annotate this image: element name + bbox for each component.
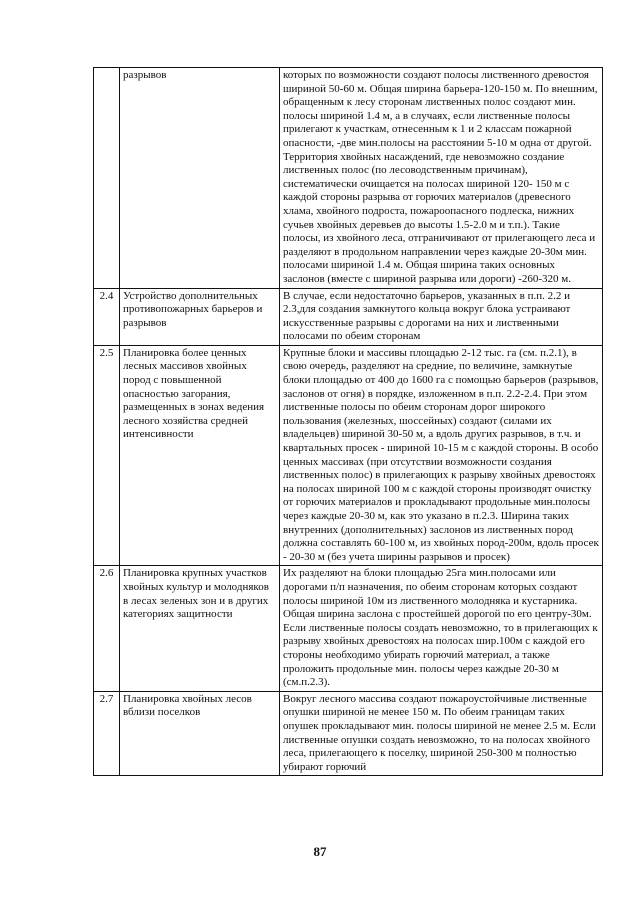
row-text: Крупные блоки и массивы площадью 2-12 тыс. га (см. п.2.1), в свою очередь, разделяют на средние, по величине, замкнутые блоки площадью от 400 до 1600 га с помощью барьеров (разрывов, заслонов от огня) в порядке, изложенном в п.п. 2.2-2.4. При этом лиственные полосы по обеим сторонам дорог широкого пользования (железных, шоссейных) создают (силами их владельцев) шириной 30-50 м, а вдоль других разрывов, в т.ч. и квартальных просек - шириной 10-15 м с каждой стороны. В особо ценных массивах (при отсутствии возможности создания лиственных полос) в прилегающих к разрыву хвойных древостоях на полосах шириной 100 м с каждой стороны производят очистку от горючих материалов и прокладывают продольные мин.полосы через каждые 20-30 м, как это указано в п.2.3. Ширина таких внутренних (дополнительных) заслонов из лиственных пород должна составлять 60-100 м, из хвойных пород-200м, вдоль просек - 20-30 м (без учета ширины разрывов и просек) <box>280 345 603 566</box>
row-title: Планировка более ценных лесных массивов хвойных пород с повышенной опасностью загорания, размещенных в зонах ведения лесного хозяйства средней интенсивности <box>120 345 280 566</box>
row-number <box>94 68 120 289</box>
table-row <box>94 345 603 566</box>
row-text: Их разделяют на блоки площадью 25га мин.полосами или дорогами п/п назначения, по обеим сторонам которых создают полосы шириной 10м из лиственного молодняка и кустарника. Общая ширина заслона с простейшей дорогой по его центру-30м. Если лиственные полосы создать невозможно, то в прилегающих к разрыву хвойных древостоях на полосах шир.100м с каждой его стороны необходимо убирать горючий материал, а также проложить продольные мин. полосы через каждые 20-30 м (см.п.2.3). <box>280 566 603 691</box>
row-text: которых по возможности создают полосы лиственного древостоя шириной 50-60 м. Общая ширина барьера-120-150 м. По внешним, обращенным к лесу сторонам лиственных полос создают мин. полосы шириной 1.4 м, а в случаях, если лиственные полосы прилегают к участкам, отнесенным к 1 и 2 классам пожарной опасности, -две мин.полосы на расстоянии 5-10 м одна от другой. Территория хвойных насаждений, где невозможно создание лиственных полос (по лесоводственным причинам), систематически очищается на полосах шириной 120- 150 м с каждой стороны разрыва от горючих материалов (древесного хлама, хвойного подроста, пожароопасного подлеска, нижних сучьев хвойных деревьев до высоты 1.5-2.0 м и т.п.). Такие полосы, из хвойного леса, отграничивают от прилегающего леса и разделяют в продольном направлении через каждые 20-30м мин. полосами шириной 1.4 м. Общая ширина таких основных заслонов (вместе с шириной разрыва или дороги) -260-320 м. <box>280 68 603 289</box>
row-text: Вокруг лесного массива создают пожароустойчивые лиственные опушки шириной не менее 150 м. По обеим границам таких опушек прокладывают мин. полосы шириной не менее 2.5 м. Если лиственные опушки создать невозможно, то на полосах хвойного леса, прилегающего к поселку, шириной 250-300 м полностью убирают горючий <box>280 691 603 776</box>
row-number: 2.5 <box>94 345 120 566</box>
row-title: Планировка крупных участков хвойных культур и молодняков в лесах зеленых зон и в других категориях защитности <box>120 566 280 691</box>
table-row <box>94 288 603 345</box>
row-text: В случае, если недостаточно барьеров, указанных в п.п. 2.2 и 2.3,для создания замкнутого кольца вокруг блока устраивают искусственные разрывы с дорогами на них и лиственными полосами по обеим сторонам <box>280 288 603 345</box>
regulations-table <box>93 67 603 776</box>
table-row <box>94 68 603 289</box>
page-number: 87 <box>313 844 327 859</box>
row-number: 2.6 <box>94 566 120 691</box>
table-row <box>94 566 603 691</box>
row-title: Планировка хвойных лесов вблизи поселков <box>120 691 280 776</box>
row-number: 2.4 <box>94 288 120 345</box>
row-title: Устройство дополнительных противопожарных барьеров и разрывов <box>120 288 280 345</box>
table-row <box>94 691 603 776</box>
row-number: 2.7 <box>94 691 120 776</box>
row-title: разрывов <box>120 68 280 289</box>
